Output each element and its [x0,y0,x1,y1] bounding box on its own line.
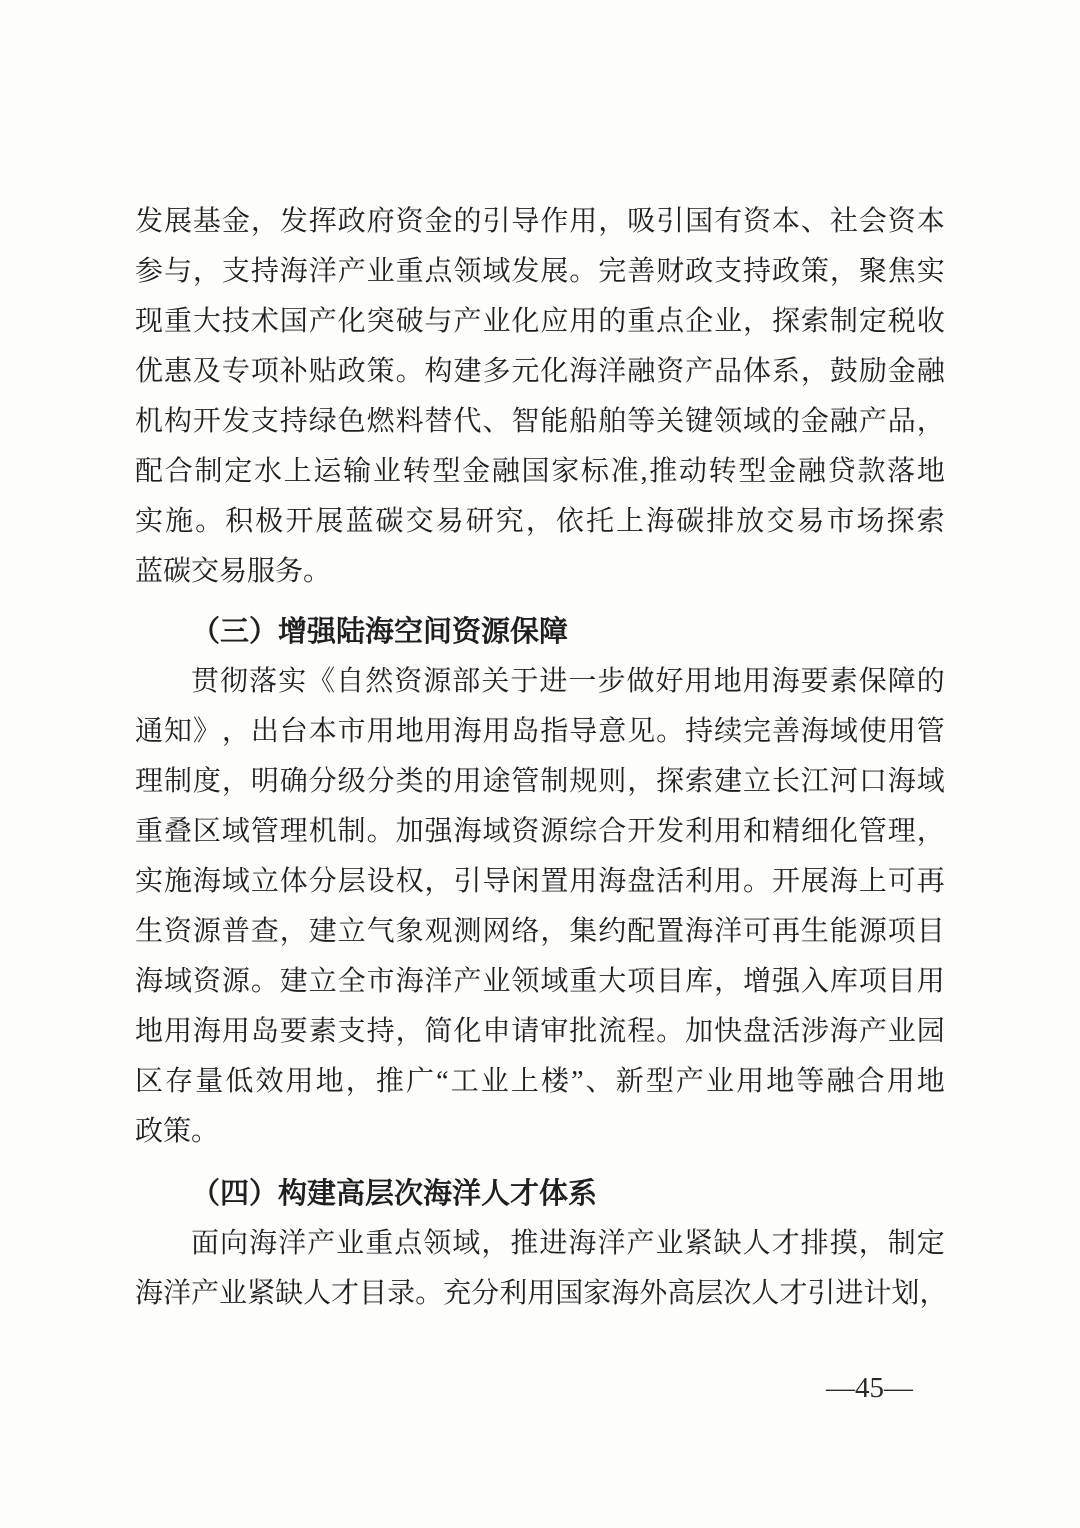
text-line: 重 叠 区 域 管 理 机 制 。 加 强 海 域 资 源 综 合 开 发 利 用 和 精 细 化 管 理 ， [135,816,945,847]
text-line: 贯 彻 落 实 《 自 然 资 源 部 关 于 进 一 步 做 好 用 地 用 海 要 素 保 障 的 [191,666,945,697]
text-line: 理 制 度 ， 明 确 分 级 分 类 的 用 途 管 制 规 则 ， 探 索 建 立 长 江 河 口 海 域 [135,766,945,797]
text-line: 政策。 [135,1116,220,1147]
text-line: 优 惠 及 专 项 补 贴 政 策 。 构 建 多 元 化 海 洋 融 资 产 品 体 系 ， 鼓 励 金 融 [135,356,945,387]
section-3-heading: （三）增强陆海空间资源保障 [191,616,569,648]
text-line: 机 构 开 发 支 持 绿 色 燃 料 替 代 、 智 能 船 舶 等 关 键 领 域 的 金 融 产 品 ， [135,406,945,437]
text-line: 现 重 大 技 术 国 产 化 突 破 与 产 业 化 应 用 的 重 点 企 业 ， 探 索 制 定 税 收 [135,306,945,337]
text-line: 面 向 海 洋 产 业 重 点 领 域 ， 推 进 海 洋 产 业 紧 缺 人 才 排 摸 ， 制 定 [191,1228,945,1259]
text-line: 蓝碳交易服务。 [135,556,332,587]
text-line: 发 展 基 金 ， 发 挥 政 府 资 金 的 引 导 作 用 ， 吸 引 国 有 资 本 、 社 会 资 本 [135,206,945,237]
section-3-paragraph [135,657,945,1157]
section-4-heading: （四）构建高层次海洋人才体系 [191,1178,598,1210]
text-line: 通 知 》 ， 出 台 本 市 用 地 用 海 用 岛 指 导 意 见 。 持 续 完 善 海 域 使 用 管 [135,716,945,747]
text-line: 海 域 资 源 。 建 立 全 市 海 洋 产 业 领 域 重 大 项 目 库 ， 增 强 入 库 项 目 用 [135,966,945,997]
paragraph-continuation [135,197,945,597]
text-line: 地 用 海 用 岛 要 素 支 持 ， 简 化 申 请 审 批 流 程 。 加 快 盘 活 涉 海 产 业 园 [135,1016,945,1047]
section-4-paragraph [135,1219,948,1319]
text-line: 实 施 。 积 极 开 展 蓝 碳 交 易 研 究 ， 依 托 上 海 碳 排 放 交 易 市 场 探 索 [135,506,945,537]
text-line: 配 合 制 定 水 上 运 输 业 转 型 金 融 国 家 标 准 , 推 动 转 型 金 融 贷 款 落 地 [135,456,945,487]
text-line: 生 资 源 普 查 ， 建 立 气 象 观 测 网 络 ， 集 约 配 置 海 洋 可 再 生 能 源 项 目 [135,916,945,947]
page-number: —45— [826,1372,913,1404]
text-line: 区 存 量 低 效 用 地 ， 推 广 “ 工 业 上 楼 ” 、 新 型 产 业 用 地 等 融 合 用 地 [135,1066,945,1097]
text-line: 海 洋 产 业 紧 缺 人 才 目 录 。 充 分 利 用 国 家 海 外 高 层 次 人 才 引 进 计 划 ， [135,1278,948,1309]
text-line: 参 与 ， 支 持 海 洋 产 业 重 点 领 域 发 展 。 完 善 财 政 支 持 政 策 ， 聚 焦 实 [135,256,945,287]
text-line: 实 施 海 域 立 体 分 层 设 权 ， 引 导 闲 置 用 海 盘 活 利 用 。 开 展 海 上 可 再 [135,866,945,897]
document-body [135,197,948,1319]
